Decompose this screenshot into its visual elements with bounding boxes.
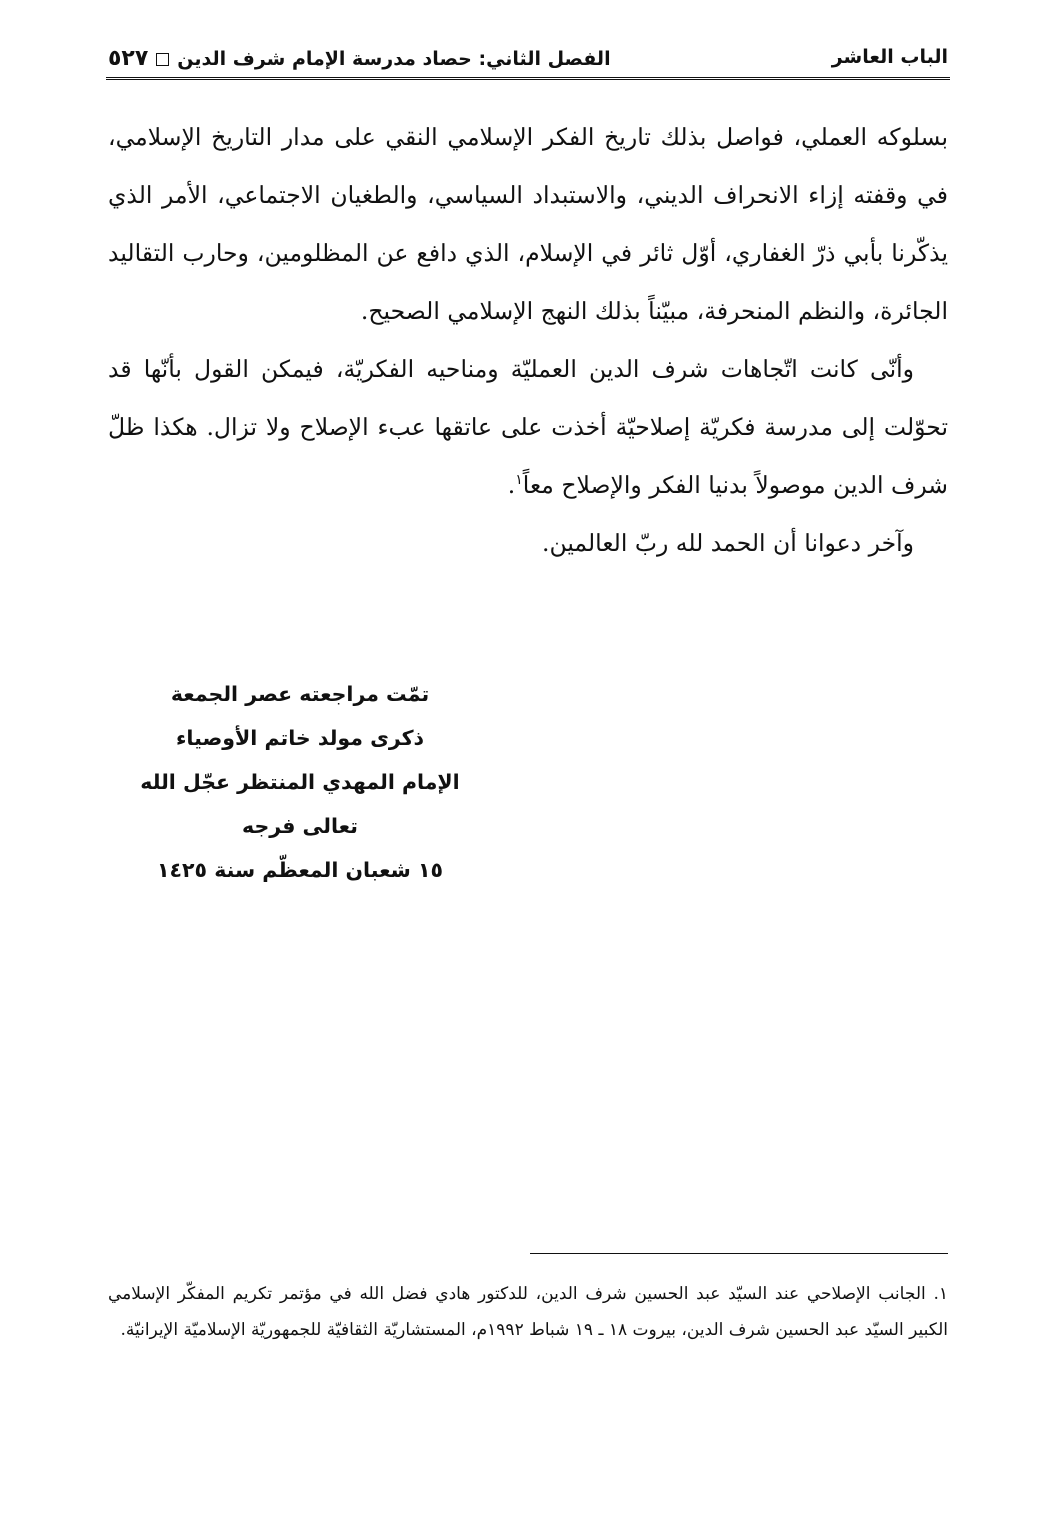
paragraph-2: [108, 340, 948, 514]
paragraph-2-end: .: [507, 471, 516, 499]
footnote: ١. الجانب الإصلاحي عند السيّد عبد الحسين شرف الدين، للدكتور هادي فضل الله في مؤتمر تكريم المفكّر الإسلامي الكبير السيّد عبد الحسين شرف الدين، بيروت ١٨ ـ ١٩ شباط ١٩٩٢م، المستشاريّة الثقافيّة للجمهوريّة الإسلاميّة الإيرانيّة.: [108, 1284, 948, 1340]
paragraph-2-text: وأنّى كانت اتّجاهات شرف الدين العمليّة ومناحيه الفكريّة، فيمكن القول بأنّها قد تحوّلت إلى مدرسة فكريّة إصلاحيّة أخذت على عاتقها عبء الإصلاح ولا تزال. هكذا ظلّ شرف الدين موصولاً بدنيا الفكر والإصلاح معاً: [108, 355, 948, 499]
page-number: ٥٢٧: [108, 46, 149, 71]
header-section-title: الفصل الثاني: حصاد مدرسة الإمام شرف الدين: [177, 48, 611, 70]
closing-colophon: [110, 672, 490, 892]
main-text: [108, 108, 948, 572]
footnote-reference[interactable]: ١: [515, 472, 523, 489]
header-section-group: [108, 46, 611, 71]
footnote-divider: [530, 1253, 948, 1254]
colophon-line-2: ذكرى مولد خاتم الأوصياء: [175, 726, 425, 750]
paragraph-3: وآخر دعوانا أن الحمد لله ربّ العالمين.: [541, 529, 914, 557]
header-divider: [106, 77, 950, 80]
running-header: [108, 38, 948, 78]
colophon-line-4: ١٥ شعبان المعظّم سنة ١٤٢٥: [157, 858, 443, 882]
colophon-line-3: الإمام المهدي المنتظر عجّل الله تعالى فرجه: [140, 770, 460, 838]
header-chapter-title: الباب العاشر: [831, 46, 948, 68]
paragraph-1: بسلوكه العملي، فواصل بذلك تاريخ الفكر الإسلامي النقي على مدار التاريخ الإسلامي، في وقفته إزاء الانحراف الديني، والاستبداد السياسي، والطغيان الاجتماعي، الأمر الذي يذكّرنا بأبي ذرّ الغفاري، أوّل ثائر في الإسلام، الذي دافع عن المظلومين، وحارب التقاليد الجائرة، والنظم المنحرفة، مبيّناً بذلك النهج الإسلامي الصحيح.: [108, 123, 948, 325]
colophon-line-1: تمّت مراجعته عصر الجمعة: [170, 682, 430, 706]
square-separator-icon: [156, 53, 169, 66]
